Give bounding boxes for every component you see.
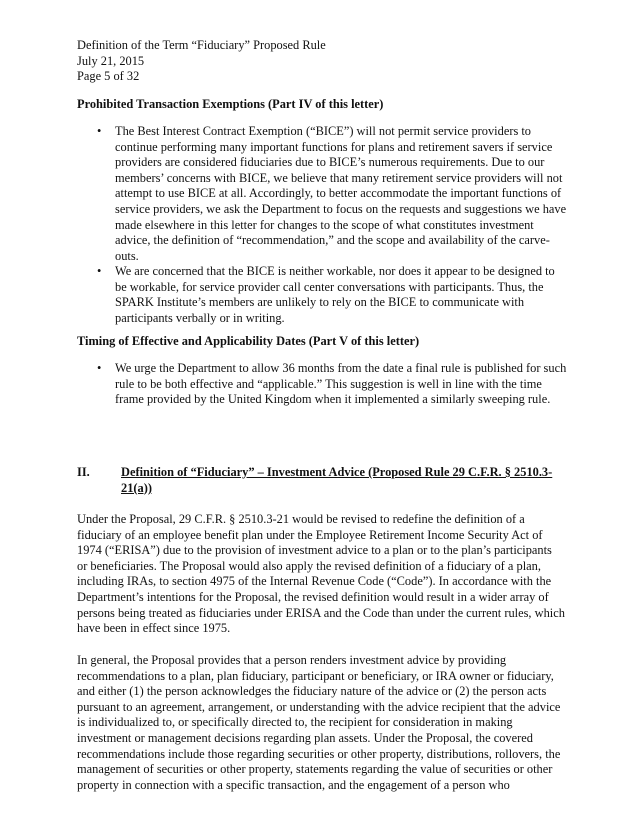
section-number: II. [77, 465, 90, 479]
section-title: Definition of “Fiduciary” – Investment Advice (Proposed Rule 29 C.F.R. § 2510.3-21(a)) [121, 465, 553, 495]
bullet-item [97, 264, 567, 326]
body-paragraph: Under the Proposal, 29 C.F.R. § 2510.3-21 would be revised to redefine the definition of a fiduciary of an employee benefit plan under the Employee Retirement Income Security Act of 1974 (“ERISA”) due to the provision of investment advice to a plan or to the plan’s participants or beneficiaries. The Proposal would also apply the revised definition of a fiduciary of a plan, including IRAs, to section 4975 of the Internal Revenue Code (“Code”). In accordance with the Department’s intentions for the Proposal, the revised definition would result in a wider array of persons being treated as fiduciaries under ERISA and the Code than under the current rules, which have been in effect since 1975. [77, 512, 565, 636]
header-page-number: Page 5 of 32 [77, 69, 140, 84]
bullet-text: We urge the Department to allow 36 months from the date a final rule is published for such rule to be both effective and “applicable.” This suggestion is well in line with the time frame provided by the United Kingdom when it implemented a similarly sweeping rule. [115, 361, 567, 407]
heading-prohibited-transaction-exemptions: Prohibited Transaction Exemptions (Part IV of this letter) [77, 97, 384, 111]
section-heading-ii [77, 465, 567, 496]
body-paragraph: In general, the Proposal provides that a person renders investment advice by providing recommendations to a plan, plan fiduciary, participant or beneficiary, or IRA owner or fiduciary, and either (1) the person acknowledges the fiduciary nature of the advice or (2) the person acts pursuant to an agreement, arrangement, or understanding with the advice recipient that the advice is individualized to, or specifically directed to, the recipient for consideration in making investment or management decisions regarding plan assets. Under the Proposal, the covered recommendations include those regarding securities or other property, distributions, rollovers, the management of securities or other property, statements regarding the value of securities or other property in connection with a specific transaction, and the engagement of a person who [77, 653, 561, 792]
page-header [77, 38, 326, 85]
bullet-icon: • [97, 361, 102, 375]
bullet-icon: • [97, 124, 102, 138]
bullet-item [97, 124, 567, 264]
bullet-text: We are concerned that the BICE is neither workable, nor does it appear to be designed to be workable, for service provider call center conversations with participants. Thus, the SPARK Institute’s members are unlikely to rely on the BICE to communicate with participants verbally or in writing. [115, 264, 555, 325]
bullet-icon: • [97, 264, 102, 278]
bullet-text: The Best Interest Contract Exemption (“BICE”) will not permit service providers to continue performing many important functions for plans and retirement savers if service providers are considered fiduciaries due to BICE’s numerous requirements. Due to our members’ concerns with BICE, we believe that many retirement service providers will not attempt to use BICE at all. Accordingly, to better accommodate the important functions of service providers, we ask the Department to focus on the requests and suggestions we have made elsewhere in this letter for changes to the scope of what constitutes investment advice, the definition of “recommendation,” and the scope and availability of the carve-outs. [115, 124, 567, 263]
bullet-item [97, 361, 567, 408]
heading-timing-dates: Timing of Effective and Applicability Dates (Part V of this letter) [77, 334, 420, 348]
header-date: July 21, 2015 [77, 53, 145, 68]
header-title: Definition of the Term “Fiduciary” Proposed Rule [77, 38, 326, 52]
